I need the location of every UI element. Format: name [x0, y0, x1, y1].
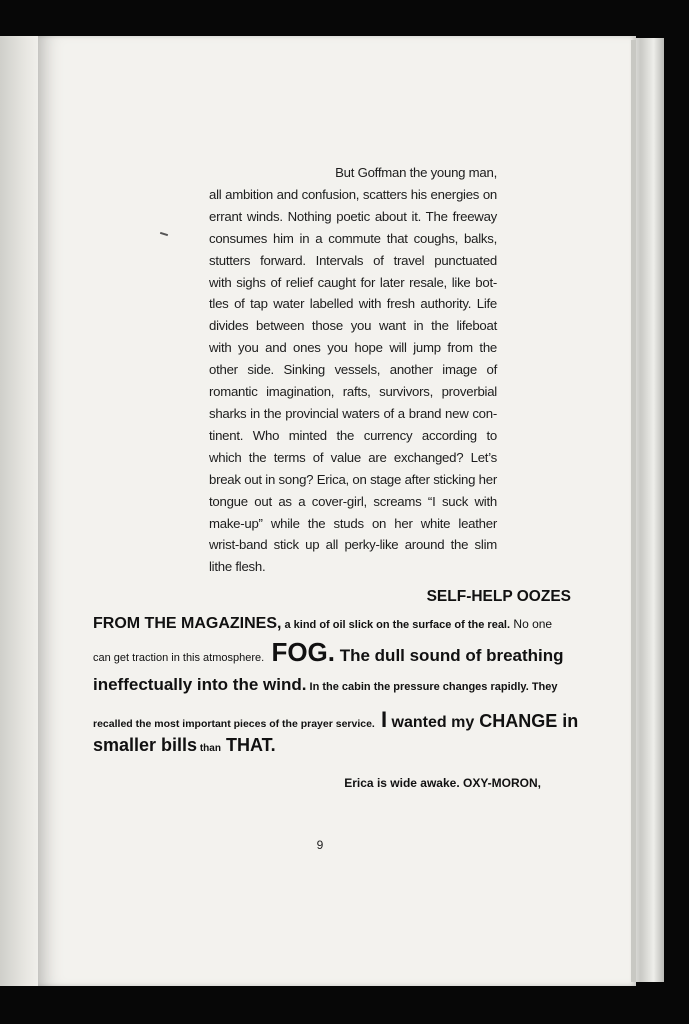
- prose-line: romantic imagination, rafts, survivors, proverbial: [209, 384, 497, 400]
- facing-page-edge: [0, 36, 42, 986]
- i-phrase: I: [374, 707, 388, 732]
- prose-line: sharks in the provincial waters of a brand new con-: [209, 405, 497, 421]
- page-right-edge: [631, 40, 636, 982]
- cabin-phrase: In the cabin the pressure changes rapidly.: [306, 681, 529, 693]
- magazines-phrase: FROM THE MAGAZINES,: [93, 615, 282, 632]
- prose-line: which the terms of value are exchanged? Let’s: [209, 449, 497, 465]
- prose-line: tinent. Who minted the currency according to: [209, 427, 497, 443]
- prose-line: with sighs of relief caught for later resale, like bot-: [209, 274, 497, 290]
- than-phrase: than: [197, 743, 221, 754]
- prose-line: break out in song? Erica, on stage after sticking her: [209, 471, 497, 487]
- prose-line: But Goffman the young man,: [335, 165, 497, 180]
- they-phrase: They: [528, 681, 558, 693]
- collage-line-1: [93, 615, 573, 633]
- prose-line: other side. Sinking vessels, another image of: [209, 362, 497, 378]
- prose-line: with you and ones you hope will jump from the: [209, 340, 497, 356]
- collage-line-2: [93, 637, 573, 668]
- collage-line-4: [93, 707, 579, 733]
- erica-line: Erica is wide awake. OXY-MORON,: [344, 776, 541, 790]
- prose-line: divides between those you want in the lifeboat: [209, 318, 497, 334]
- oil-slick-phrase: a kind of oil slick on the surface of the real.: [281, 619, 511, 631]
- change-phrase: CHANGE in: [474, 711, 579, 731]
- prose-line: tongue out as a cover-girl, screams “I suck with: [209, 493, 497, 509]
- prose-line: lithe flesh.: [209, 559, 266, 575]
- no-one-phrase: No one: [510, 617, 553, 631]
- traction-phrase: can get traction in this atmosphere.: [93, 652, 265, 664]
- prose-line: all ambition and confusion, scatters his energies on: [209, 186, 497, 202]
- wanted-phrase: wanted my: [387, 714, 475, 731]
- collage-line-5: [93, 735, 573, 756]
- prose-line: tles of tap water labelled with fresh authority. Life: [209, 296, 497, 312]
- collage-heading: SELF-HELP OOZES: [426, 588, 571, 605]
- prose-line: wrist-band stick up all perky-like around the slim: [209, 537, 497, 553]
- ineffectually-phrase: ineffectually into the wind.: [93, 675, 307, 694]
- fog-phrase: FOG.: [264, 637, 335, 667]
- prose-line: make-up” while the studs on her white leather: [209, 515, 497, 531]
- prayer-phrase: recalled the most important pieces of the prayer service.: [93, 718, 375, 730]
- collage-line-3: [93, 675, 573, 695]
- page-number: 9: [316, 838, 324, 852]
- breathing-phrase: The dull sound of breathing: [335, 646, 564, 665]
- prose-line: errant winds. Nothing poetic about it. The freeway: [209, 208, 497, 224]
- that-phrase: THAT.: [220, 735, 276, 755]
- prose-line: consumes him in a commute that coughs, balks,: [209, 230, 497, 246]
- smaller-bills-phrase: smaller bills: [93, 735, 198, 755]
- prose-line: stutters forward. Intervals of travel punctuated: [209, 252, 497, 268]
- body-paragraph: [209, 162, 497, 578]
